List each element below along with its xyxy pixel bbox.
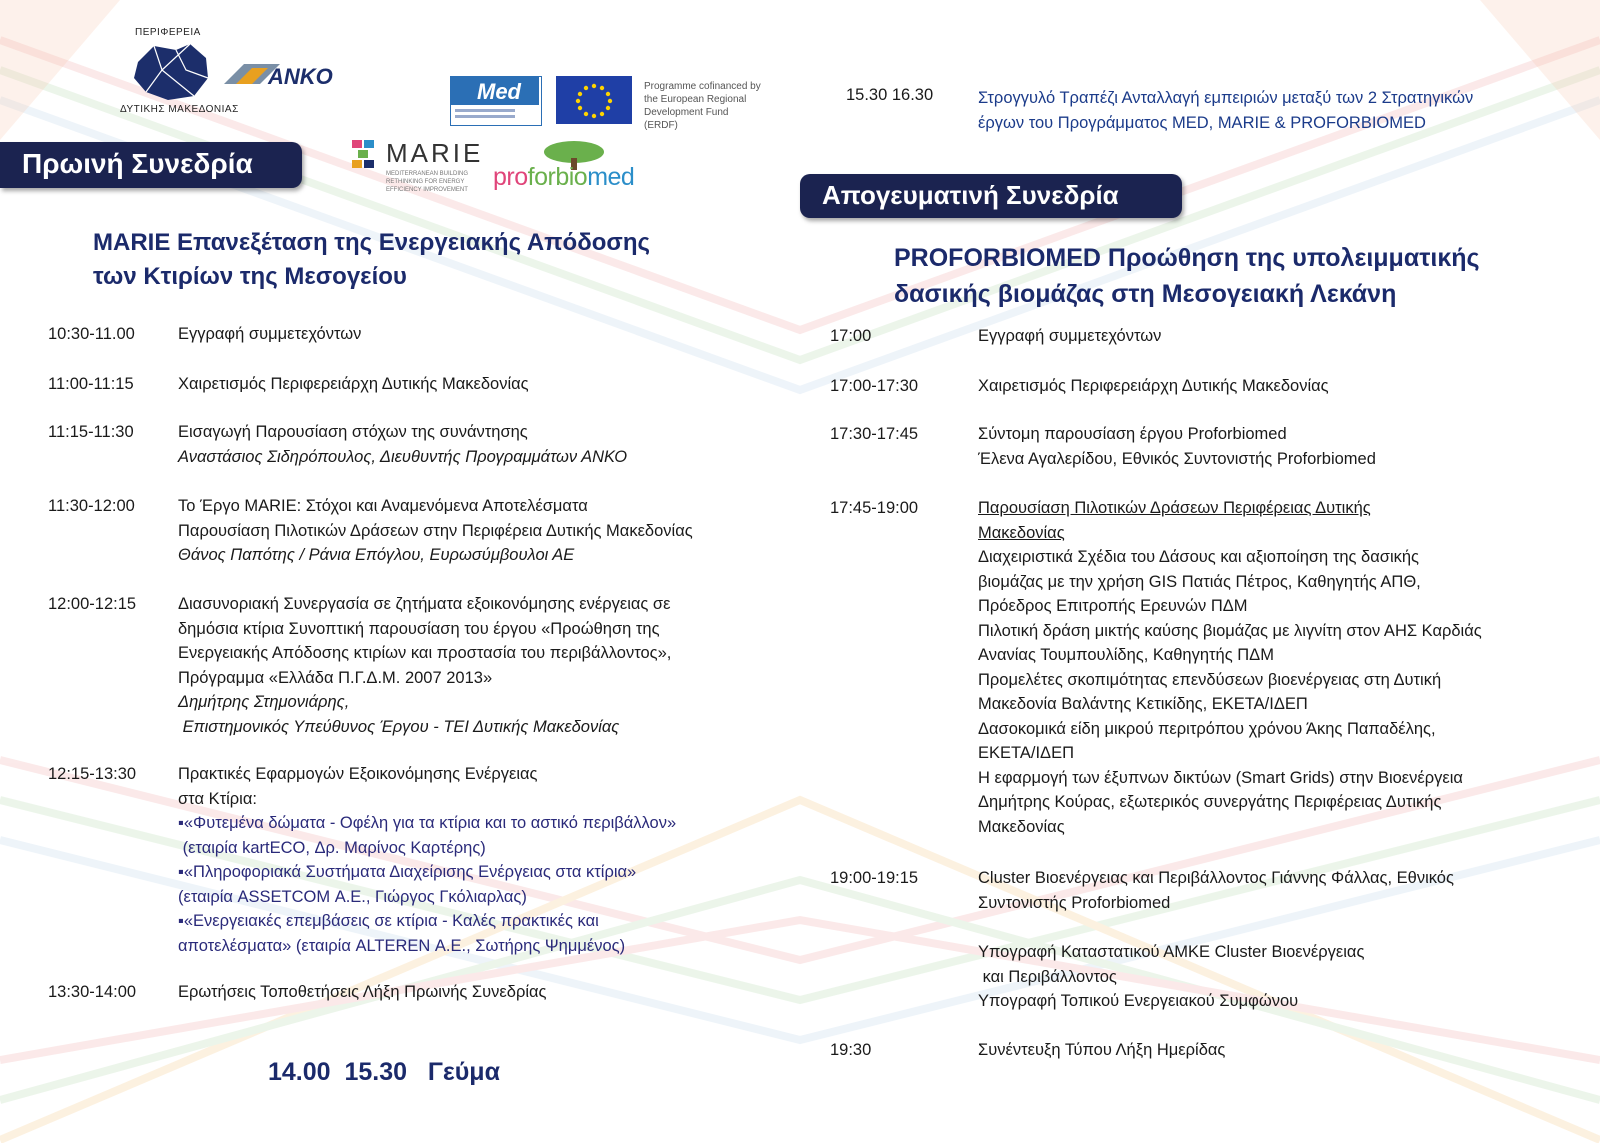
morning-item-time: 12:15-13:30 [48, 765, 137, 783]
anko-logo-text: ANKO [268, 64, 333, 89]
afternoon-item-time: 19:00-19:15 [830, 869, 919, 887]
afternoon-item: Cluster Βιοενέργειας και Περιβάλλοντος Γιάννης Φάλλας, Εθνικός Συντονιστής Proforbiomed [978, 869, 1454, 912]
round-table-description: Στρογγυλό Τραπέζι Ανταλλαγή εμπειριών μεταξύ των 2 Στρατηγικών έργων του Προγράμματος MED, MARIE & PROFORBIOMED [978, 89, 1474, 132]
region-logo-top-text: ΠΕΡΙΦΕΡΕΙΑ [135, 27, 201, 38]
morning-item: Εισαγωγή Παρουσίαση στόχων της συνάντησης Αναστάσιος Σιδηρόπουλος, Διευθυντής Προγραμμάτων ΑΝΚΟ [178, 423, 628, 466]
region-map-icon [128, 40, 214, 102]
morning-item: Χαιρετισμός Περιφερειάρχη Δυτικής Μακεδονίας [178, 375, 529, 393]
afternoon-item-time: 17:30-17:45 [830, 425, 919, 443]
morning-item: Διασυνοριακή Συνεργασία σε ζητήματα εξοικονόμησης ενέργειας σε δημόσια κτίρια Συνοπτική παρουσίαση του έργου «Προώθηση της Ενεργειακής Απόδοσης κτιρίων και προστασία του περιβάλλοντος», Πρόγραμμα «Ελλάδα Π.Γ.Δ.Μ. 2007 2013» Δημήτρης Στημονιάρης, Επιστημονικός Υπεύθυνος Έργου - ΤΕΙ Δυτικής Μακεδονίας [178, 595, 672, 736]
region-logo-bottom-text: ΔΥΤΙΚΗΣ ΜΑΚΕΔΟΝΙΑΣ [120, 104, 239, 115]
afternoon-item: Σύντομη παρουσίαση έργου Proforbiomed Έλενα Αγαλερίδου, Εθνικός Συντονιστής Proforbiomed [978, 425, 1376, 468]
morning-item: Ερωτήσεις Τοποθετήσεις Λήξη Πρωινής Συνεδρίας [178, 983, 547, 1001]
afternoon-item: Χαιρετισμός Περιφερειάρχη Δυτικής Μακεδονίας [978, 377, 1329, 395]
morning-item: Το Έργο MARIE: Στόχοι και Αναμενόμενα Αποτελέσματα Παρουσίαση Πιλοτικών Δράσεων στην Περιφέρεια Δυτικής Μακεδονίας Θάνος Παπότης / Ράνια Επόγλου, Ευρωσύμβουλοι ΑΕ [178, 497, 693, 564]
afternoon-session-banner: Απογευματινή Συνεδρία [800, 174, 1182, 218]
afternoon-item-time: 17:45-19:00 [830, 499, 919, 517]
erdf-text: Programme cofinanced by the European Regional Development Fund (ERDF) [644, 81, 761, 131]
afternoon-item: Υπογραφή Καταστατικού ΑΜΚΕ Cluster Βιοενέργειας και Περιβάλλοντος Υπογραφή Τοπικού Ενεργειακού Συμφώνου [978, 943, 1365, 1010]
marie-logo-text: MARIE [386, 138, 484, 168]
morning-item: Πρακτικές Εφαρμογών Εξοικονόμησης Ενέργειας στα Κτίρια: ▪«Φυτεμένα δώματα - Οφέλη για τα κτίρια και το αστικό περιβάλλον» (εταιρία kartECO, Δρ. Μαρίνος Καρτέρης) ▪«Πληροφοριακά Συστήματα Διαχείρισης Ενέργειας στα κτίρια» (εταιρία ASSETCOM Α.Ε., Γιώργος Γκόλιαρλας) ▪«Ενεργειακές επεμβάσεις σε κτίρια - Καλές πρακτικές και αποτελέσματα» (εταιρία ALTEREN Α.Ε., Σωτήρης Ψημμένος) [178, 765, 677, 955]
afternoon-item: Συνέντευξη Τύπου Λήξη Ημερίδας [978, 1041, 1226, 1059]
morning-item: Εγγραφή συμμετεχόντων [178, 325, 362, 343]
lunch-break: 14.00 15.30 Γεύμα [268, 1058, 500, 1086]
marie-logo-subtitle: MEDITERRANEAN BUILDING RETHINKING FOR ENERGY EFFICIENCY IMPROVEMENT [386, 171, 469, 193]
proforbiomed-logo-text: proforbiomed [493, 163, 635, 191]
eu-flag-icon [556, 76, 632, 124]
marie-logo-icon [350, 138, 380, 172]
morning-item-time: 12:00-12:15 [48, 595, 137, 613]
afternoon-item-time: 17:00-17:30 [830, 377, 919, 395]
morning-item-time: 13:30-14:00 [48, 983, 137, 1001]
med-logo: Med [450, 76, 542, 126]
morning-item-time: 10:30-11.00 [48, 325, 135, 343]
morning-item-time: 11:30-12:00 [48, 497, 135, 515]
morning-session-title: MARIE Επανεξέταση της Ενεργειακής Απόδοσης των Κτιρίων της Μεσογείου [93, 229, 650, 290]
round-table-time: 15.30 16.30 [846, 86, 934, 104]
morning-session-banner: Πρωινή Συνεδρία [0, 142, 302, 188]
afternoon-item: Εγγραφή συμμετεχόντων [978, 327, 1162, 345]
morning-item-time: 11:15-11:30 [48, 423, 134, 441]
afternoon-item-time: 19:30 [830, 1041, 872, 1059]
afternoon-session-title: PROFORBIOMED Προώθηση της υπολειμματικής δασικής βιομάζας στη Μεσογειακή Λεκάνη [894, 244, 1480, 308]
afternoon-item-time: 17:00 [830, 327, 872, 345]
afternoon-item: Παρουσίαση Πιλοτικών Δράσεων Περιφέρειας Δυτικής Μακεδονίας Διαχειριστικά Σχέδια του Δάσους και αξιοποίηση της δασικής βιομάζας με την χρήση GIS Πατιάς Πέτρος, Καθηγητής ΑΠΘ, Πρόεδρος Επιτροπής Ερευνών ΠΔΜ Πιλοτική δράση μικτής καύσης βιομάζας με λιγνίτη στον ΑΗΣ Καρδιάς Ανανίας Τουμπουλίδης, Καθηγητής ΠΔΜ Προμελέτες σκοπιμότητας επενδύσεων βιοενέργειας στη Δυτική Μακεδονία Βαλάντης Κετικίδης, ΕΚΕΤΑ/ΙΔΕΠ Δασοκομικά είδη μικρού περιτρόπου χρόνου Άκης Παπαδέλης, ΕΚΕΤΑ/ΙΔΕΠ Η εφαρμογή των έξυπνων δικτύων (Smart Grids) στην Βιοενέργεια Δημήτρης Κούρας, εξωτερικός συνεργάτης Περιφέρειας Δυτικής Μακεδονίας [978, 499, 1482, 836]
morning-item-time: 11:00-11:15 [48, 375, 134, 393]
